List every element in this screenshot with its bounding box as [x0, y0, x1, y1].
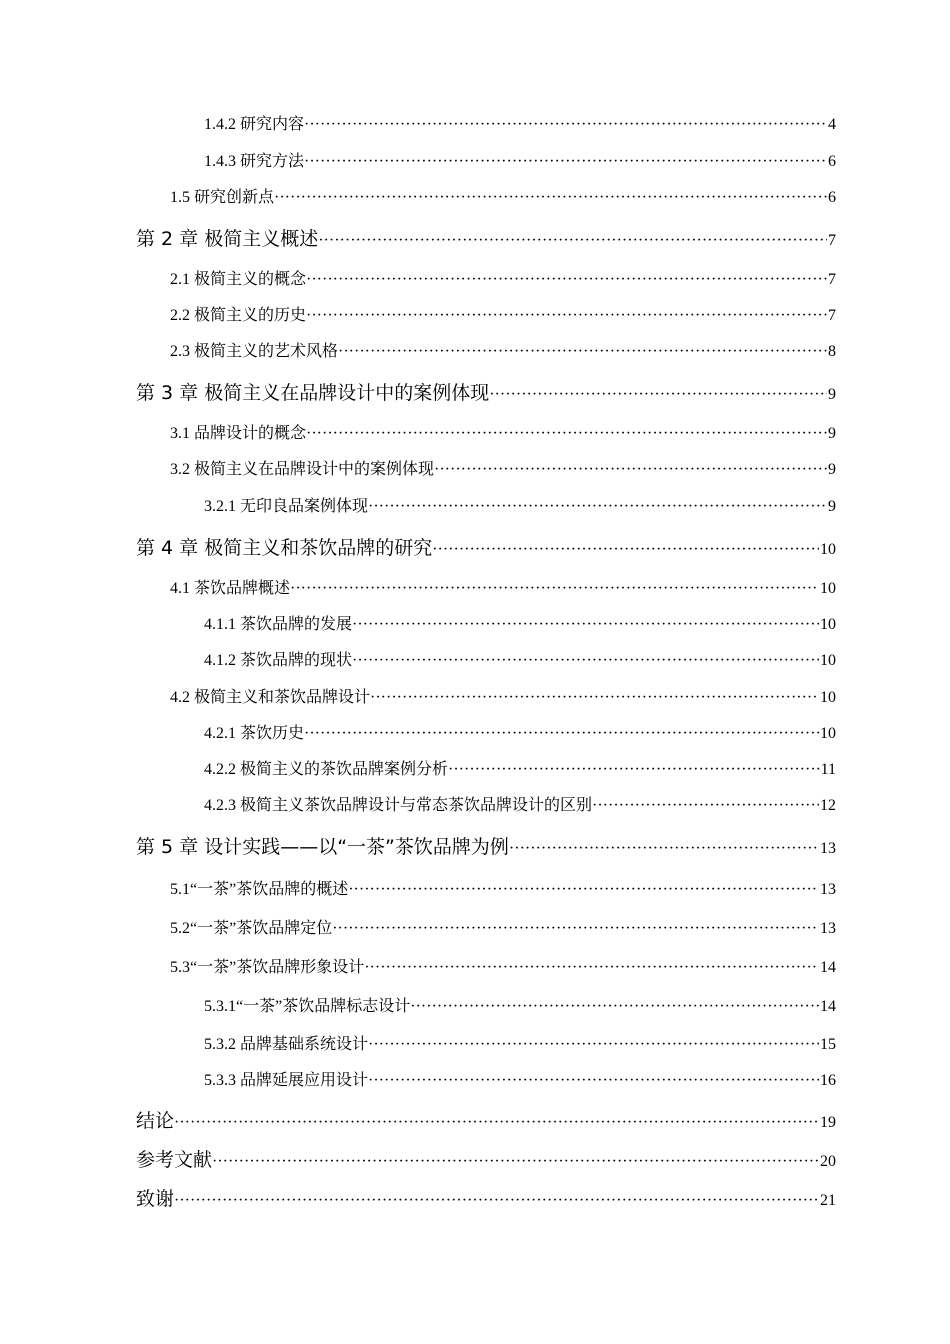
- toc-entry-page: 14: [820, 998, 836, 1015]
- toc-entry-page: 9: [828, 425, 836, 442]
- toc-entry-page: 21: [820, 1192, 836, 1209]
- dot-leader: [364, 955, 819, 981]
- toc-entry-1-5[interactable]: [170, 185, 836, 211]
- toc-entry-title: 参考文献: [136, 1149, 213, 1171]
- dot-leader: [352, 648, 819, 674]
- dot-leader: [368, 1032, 819, 1058]
- toc-entry-5-3-2[interactable]: [204, 1032, 836, 1058]
- toc-entry-page: 10: [820, 541, 836, 558]
- toc-entry-title: 4.1 茶饮品牌概述: [170, 580, 291, 597]
- toc-entry-page: 10: [820, 689, 836, 706]
- toc-entry-page: 8: [828, 343, 836, 360]
- toc-entry-page: 16: [820, 1072, 836, 1089]
- toc-entry-title: 第 2 章 极简主义概述: [136, 228, 319, 250]
- dot-leader: [368, 1068, 819, 1094]
- dot-leader: [212, 1147, 819, 1175]
- toc-entry-title: 第 4 章 极简主义和茶饮品牌的研究: [136, 537, 433, 559]
- toc-entry-title: 4.1.2 茶饮品牌的现状: [204, 652, 353, 669]
- dot-leader: [306, 421, 827, 447]
- toc-entry-title: 第 3 章 极简主义在品牌设计中的案例体现: [136, 382, 490, 404]
- toc-entry-title: 2.2 极简主义的历史: [170, 307, 307, 324]
- toc-entry-3-2[interactable]: [170, 457, 836, 483]
- toc-entry-title: 4.2 极简主义和茶饮品牌设计: [170, 689, 371, 706]
- toc-entry-title: 2.3 极简主义的艺术风格: [170, 343, 339, 360]
- toc-entry-3-1[interactable]: [170, 421, 836, 447]
- toc-entry-2-3[interactable]: [170, 339, 836, 365]
- toc-entry-page: 12: [820, 797, 836, 814]
- toc-entry-4-1-2[interactable]: [204, 648, 836, 674]
- toc-entry-page: 9: [828, 461, 836, 478]
- toc-entry-page: 20: [820, 1153, 836, 1170]
- toc-entry-page: 13: [820, 840, 836, 857]
- toc-entry-2-2[interactable]: [170, 303, 836, 329]
- toc-entry-page: 6: [828, 153, 836, 170]
- dot-leader: [434, 457, 827, 483]
- toc-entry-chapter-3[interactable]: [136, 378, 836, 408]
- dot-leader: [368, 494, 827, 520]
- dot-leader: [290, 576, 819, 602]
- toc-entry-4-2-2[interactable]: [204, 757, 836, 783]
- toc-entry-page: 9: [828, 386, 836, 403]
- toc-entry-4-1[interactable]: [170, 576, 836, 602]
- toc-entry-page: 13: [820, 920, 836, 937]
- toc-entry-title: 3.2.1 无印良品案例体现: [204, 498, 369, 515]
- dot-leader: [304, 721, 819, 747]
- dot-leader: [489, 380, 827, 408]
- toc-entry-page: 19: [820, 1114, 836, 1131]
- toc-entry-5-1[interactable]: [170, 877, 836, 903]
- toc-entry-title: 5.2“一茶”茶饮品牌定位: [170, 920, 333, 937]
- toc-entry-title: 1.5 研究创新点: [170, 189, 275, 206]
- toc-entry-title: 5.1“一茶”茶饮品牌的概述: [170, 881, 349, 898]
- toc-entry-title: 2.1 极简主义的概念: [170, 271, 307, 288]
- toc-entry-title: 4.2.1 茶饮历史: [204, 725, 305, 742]
- dot-leader: [318, 226, 827, 254]
- dot-leader: [432, 535, 819, 563]
- toc-entry-title: 5.3.1“一茶”茶饮品牌标志设计: [204, 998, 411, 1015]
- toc-entry-1-4-2[interactable]: [204, 112, 836, 138]
- toc-entry-title: 4.2.2 极简主义的茶饮品牌案例分析: [204, 761, 449, 778]
- toc-entry-title: 3.2 极简主义在品牌设计中的案例体现: [170, 461, 435, 478]
- toc-entry-page: 15: [820, 1036, 836, 1053]
- toc-entry-5-3[interactable]: [170, 955, 836, 981]
- dot-leader: [332, 916, 819, 942]
- toc-entry-title: 4.1.1 茶饮品牌的发展: [204, 616, 353, 633]
- toc-entry-5-2[interactable]: [170, 916, 836, 942]
- toc-entry-chapter-2[interactable]: [136, 224, 836, 254]
- toc-entry-title: 1.4.3 研究方法: [204, 153, 305, 170]
- dot-leader: [338, 339, 827, 365]
- dot-leader: [410, 994, 819, 1020]
- dot-leader: [174, 1186, 819, 1214]
- toc-entry-page: 7: [828, 307, 836, 324]
- toc-entry-title: 4.2.3 极简主义茶饮品牌设计与常态茶饮品牌设计的区别: [204, 797, 593, 814]
- toc-entry-title: 致谢: [136, 1188, 175, 1210]
- toc-entry-4-2[interactable]: [170, 685, 836, 711]
- toc-entry-page: 10: [820, 616, 836, 633]
- toc-entry-page: 11: [820, 761, 836, 778]
- toc-entry-page: 6: [828, 189, 836, 206]
- dot-leader: [304, 112, 827, 138]
- toc-entry-3-2-1[interactable]: [204, 494, 836, 520]
- dot-leader: [306, 303, 827, 329]
- toc-entry-1-4-3[interactable]: [204, 149, 836, 175]
- toc-entry-title: 5.3“一茶”茶饮品牌形象设计: [170, 959, 365, 976]
- toc-entry-title: 结论: [136, 1110, 175, 1132]
- dot-leader: [352, 612, 819, 638]
- toc-entry-page: 4: [828, 116, 836, 133]
- toc-entry-4-2-3[interactable]: [204, 793, 836, 819]
- toc-entry-page: 13: [820, 881, 836, 898]
- dot-leader: [174, 1108, 819, 1136]
- dot-leader: [306, 267, 827, 293]
- dot-leader: [304, 149, 827, 175]
- toc-entry-page: 10: [820, 580, 836, 597]
- toc-entry-chapter-5[interactable]: [136, 832, 836, 862]
- dot-leader: [274, 185, 827, 211]
- toc-entry-acknowledgements[interactable]: [136, 1184, 836, 1214]
- toc-entry-chapter-4[interactable]: [136, 533, 836, 563]
- toc-entry-page: 7: [828, 232, 836, 249]
- dot-leader: [348, 877, 819, 903]
- toc-entry-title: 3.1 品牌设计的概念: [170, 425, 307, 442]
- dot-leader: [592, 793, 819, 819]
- dot-leader: [509, 834, 819, 862]
- toc-entry-2-1[interactable]: [170, 267, 836, 293]
- toc-entry-conclusion[interactable]: [136, 1106, 836, 1136]
- toc-entry-page: 14: [820, 959, 836, 976]
- toc-entry-page: 9: [828, 498, 836, 515]
- toc-entry-title: 5.3.2 品牌基础系统设计: [204, 1036, 369, 1053]
- toc-entry-page: 7: [828, 271, 836, 288]
- dot-leader: [370, 685, 819, 711]
- toc-entry-references[interactable]: [136, 1145, 836, 1175]
- toc-entry-title: 第 5 章 设计实践——以“一茶”茶饮品牌为例: [136, 836, 509, 858]
- toc-entry-title: 5.3.3 品牌延展应用设计: [204, 1072, 369, 1089]
- toc-entry-title: 1.4.2 研究内容: [204, 116, 305, 133]
- toc-entry-4-1-1[interactable]: [204, 612, 836, 638]
- toc-entry-5-3-3[interactable]: [204, 1068, 836, 1094]
- toc-entry-4-2-1[interactable]: [204, 721, 836, 747]
- toc-entry-page: 10: [820, 652, 836, 669]
- dot-leader: [448, 757, 820, 783]
- toc-entry-5-3-1[interactable]: [204, 994, 836, 1020]
- toc-entry-page: 10: [820, 725, 836, 742]
